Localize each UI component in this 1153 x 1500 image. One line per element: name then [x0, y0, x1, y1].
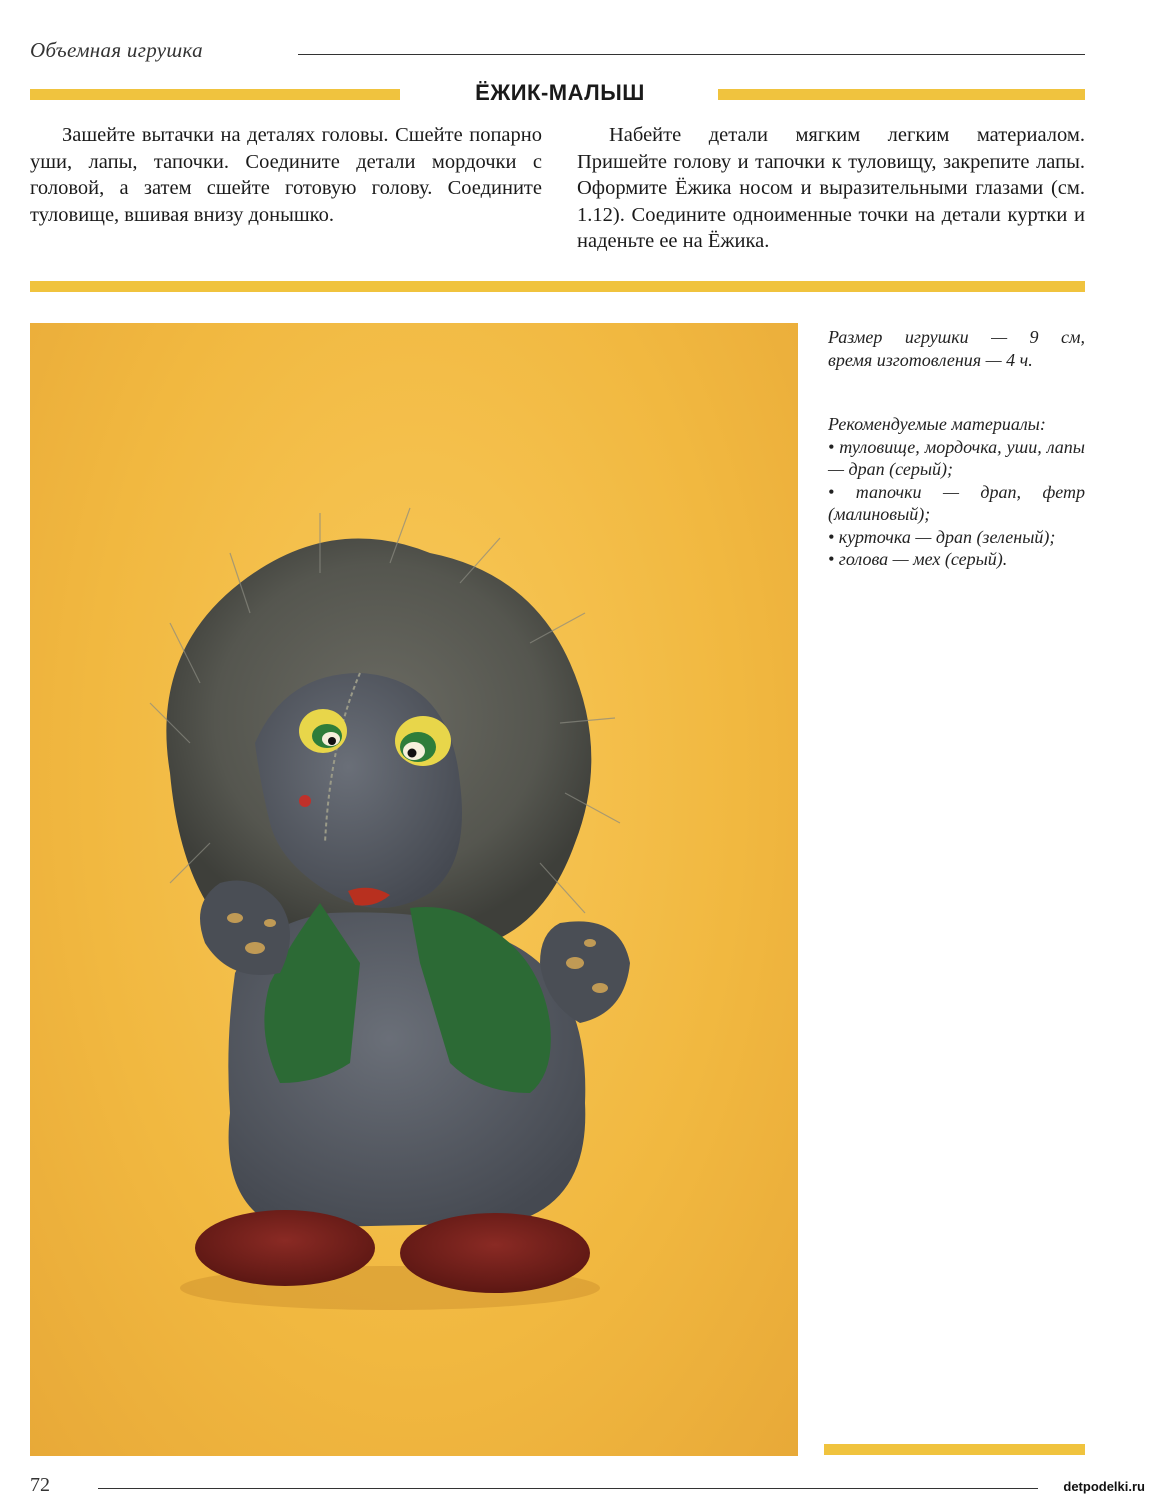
title-bar-right: [718, 89, 1085, 100]
instructions-left: Зашейте вытачки на деталях головы. Сшейте попарно уши, лапы, тапочки. Соедините детали мордочки с головой, а затем сшейте готовую голову. Соедините туловище, вшивая внизу донышко.: [30, 124, 542, 226]
divider-bar: [30, 281, 1085, 292]
title-bar-left: [30, 89, 400, 100]
header-rule: [298, 54, 1085, 55]
sidebar-bottom-bar: [824, 1444, 1085, 1455]
footer-rule: [98, 1488, 1038, 1489]
time-line: время изготовления — 4 ч.: [828, 349, 1033, 370]
page-number: 72: [30, 1474, 50, 1496]
materials-item: • тапочки — драп, фетр (малиновый);: [828, 481, 1085, 524]
materials-item: • туловище, мордочка, уши, лапы — драп (серый);: [828, 436, 1085, 479]
materials-item: • курточка — драп (зеленый);: [828, 526, 1056, 547]
page-title: ЁЖИК-МАЛЫШ: [475, 80, 645, 105]
hedgehog-toy-photo: [30, 323, 798, 1456]
hedgehog-toy-illustration: [30, 323, 798, 1456]
instructions-right: Набейте детали мягким легким материалом. Пришейте голову и тапочки к туловищу, закрепите лапы. Оформите Ёжика носом и выразительными глазами (см. 1.12). Соедините одноименные точки на детали куртки и наденьте ее на Ёжика.: [577, 124, 1085, 252]
watermark: detpodelki.ru: [1063, 1479, 1145, 1494]
size-line: Размер игрушки — 9 см,: [828, 327, 1085, 347]
toy-specs: [828, 326, 1085, 371]
materials-heading: Рекомендуемые материалы:: [828, 414, 1046, 434]
materials-item: • голова — мех (серый).: [828, 549, 1008, 569]
section-title: Объемная игрушка: [30, 38, 203, 62]
materials-list: [828, 413, 1085, 571]
